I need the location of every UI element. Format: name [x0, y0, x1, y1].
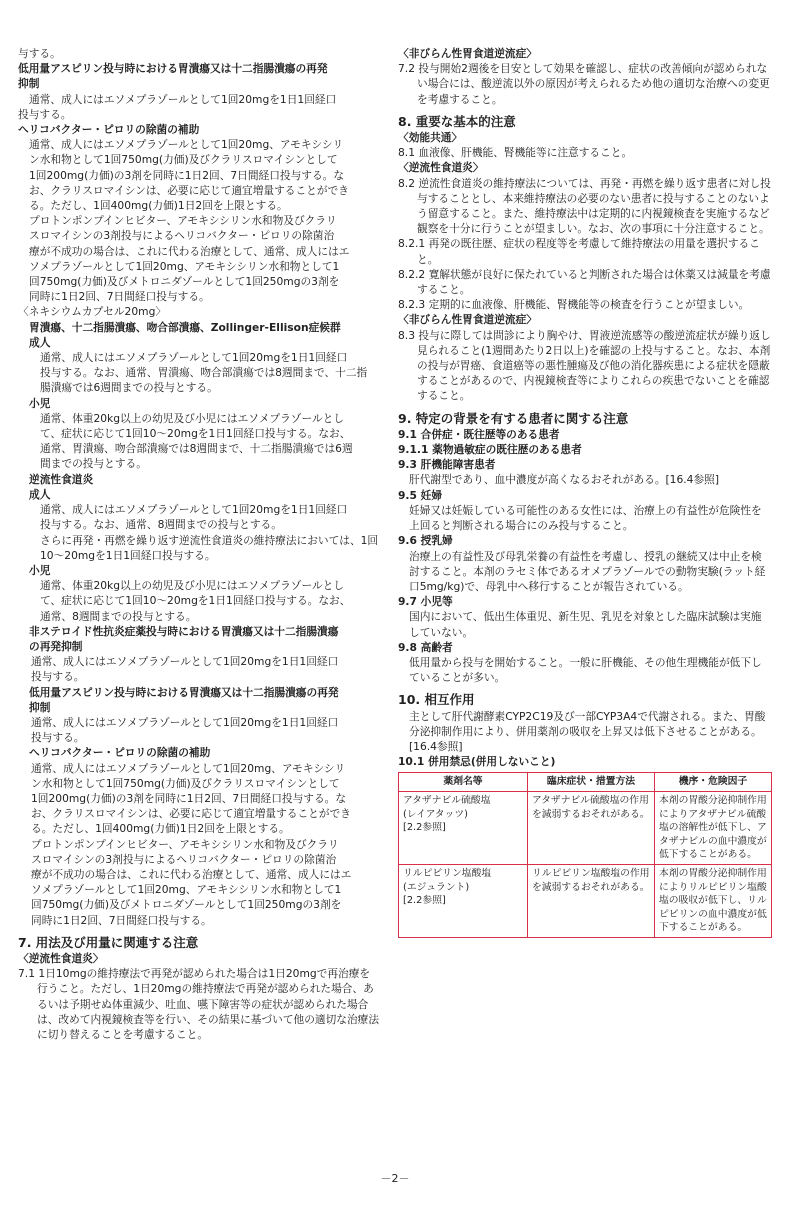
- numbered-item: 8.1 血液像、肝機能、腎機能等に注意すること。: [398, 146, 633, 160]
- subheading: 低用量アスピリン投与時における胃潰瘍又は十二指腸潰瘍の再発: [29, 685, 339, 699]
- body-text: 妊婦又は妊娠している可能性のある女性には、治療上の有益性が危険性を上回ると判断される場合にのみ投与すること。: [409, 503, 762, 533]
- subheading: 〈効能共通〉: [398, 131, 463, 145]
- right-column: [398, 46, 772, 938]
- subheading: 〈非びらん性胃食道逆流症〉: [398, 47, 537, 60]
- body-text: さらに再発・再燃を繰り返す逆流性食道炎の維持療法においては、1回10～20mgを1日1回経口投与する。: [40, 533, 379, 562]
- subheading: 9.3 肝機能障害患者: [398, 458, 496, 472]
- body-text: 同時に1日2回、7日間経口投与する。: [29, 290, 210, 304]
- body-text: る。ただし、1回400mg(力価)1日2回を上限とする。: [31, 822, 290, 836]
- body-text: る。ただし、1回400mg(力価)1日2回を上限とする。: [29, 199, 288, 213]
- body-text: 腸潰瘍では6週間までの投与とする。: [40, 381, 218, 395]
- body-text: 〈ネキシウムカプセル20mg〉: [18, 305, 167, 319]
- table-header: 臨床症状・措置方法: [528, 773, 655, 792]
- body-text: 国内において、低出生体重児、新生児、乳児を対象とした臨床試験は実施していない。: [409, 610, 762, 639]
- table-row: [399, 791, 772, 864]
- body-text: 通常、成人にはエソメプラゾールとして1回20mg、アモキシシリ: [29, 138, 344, 152]
- subheading: 〈非びらん性胃食道逆流症〉: [398, 313, 537, 327]
- body-text: 通常、成人にはエソメプラゾールとして1回20mgを1日1回経口: [29, 92, 337, 106]
- body-text: 低用量から投与を開始すること。一般に肝機能、その他生理機能が低下していることが多い。: [409, 655, 762, 685]
- body-text: ン水和物として1回750mg(力価)及びクラリスロマイシンとして: [29, 153, 338, 167]
- body-text: 主として肝代謝酵素CYP2C19及び一部CYP3A4で代謝される。また、胃酸分泌抑制作用により、併用薬剤の吸収を上昇又は低下させることがある。[16.4参照]: [409, 709, 766, 753]
- subheading: 〈逆流性食道炎〉: [398, 161, 484, 175]
- body-text: 治療上の有益性及び母乳栄養の有益性を考慮し、授乳の継続又は中止を検討すること。本剤のラセミ体であるオメプラゾールでの動物実験(ラット経口5mg/kg)で、母乳中へ移行することが報告されている。: [409, 549, 766, 593]
- body-text: 間までの投与とする。: [40, 457, 147, 471]
- left-column: [18, 46, 380, 1042]
- body-text: 投与する。: [18, 107, 72, 121]
- body-text: 療が不成功の場合は、これに代わる治療として、通常、成人にはエ: [29, 244, 350, 258]
- table-header: 薬剤名等: [399, 773, 528, 792]
- numbered-item: 8.2 逆流性食道炎の維持療法については、再発・再燃を繰り返す患者に対し投与することとし、本来維持療法の必要のない患者に投与することのないよう留意すること。また、維持療法中は定期的に内視鏡検査を実施するなど観察を十分に行うことが望ましい。なお、次の事項に十分注意すること。: [398, 176, 771, 236]
- body-text: 投与する。なお、通常、胃潰瘍、吻合部潰瘍では8週間まで、十二指: [40, 366, 368, 380]
- numbered-item: 8.2.1 再発の既往歴、症状の程度等を考慮して維持療法の用量を選択すること。: [398, 237, 760, 266]
- body-text: 通常、成人にはエソメプラゾールとして1回20mg、アモキシシリ: [31, 761, 346, 775]
- page-number: －2－: [380, 1172, 410, 1185]
- subheading: 非ステロイド性抗炎症薬投与時における胃潰瘍又は十二指腸潰瘍: [29, 624, 339, 638]
- body-text: 通常、体重20kg以上の幼児及び小児にはエソメプラゾールとし: [40, 411, 345, 425]
- subheading: 10.1 併用禁忌(併用しないこと): [398, 755, 556, 769]
- subheading: 9.7 小児等: [398, 595, 453, 609]
- body-text: 肝代謝型であり、血中濃度が高くなるおそれがある。[16.4参照]: [409, 473, 720, 487]
- contraindicated-combination-table: [398, 772, 772, 938]
- subheading: 9.6 授乳婦: [398, 534, 453, 548]
- body-text: 1回200mg(力価)の3剤を同時に1日2回、7日間経口投与する。な: [31, 791, 347, 805]
- body-text: て、症状に応じて1回10～20mgを1日1回経口投与する。なお、: [40, 594, 351, 608]
- table-cell: アタザナビル硫酸塩の作用を減弱するおそれがある。: [528, 791, 655, 864]
- body-text: 通常、胃潰瘍、吻合部潰瘍では8週間まで、十二指腸潰瘍では6週: [40, 442, 353, 456]
- table-cell: 本剤の胃酸分泌抑制作用によりリルピビリン塩酸塩の吸収が低下し、リルピビリンの血中濃度が低下することがある。: [655, 864, 772, 937]
- numbered-item: 8.2.2 寛解状態が良好に保たれていると判断された場合は休薬又は減量を考慮すること。: [398, 267, 771, 297]
- subheading: 小児: [29, 563, 51, 577]
- body-text: プロトンポンプインヒビター、アモキシシリン水和物及びクラリ: [31, 837, 339, 851]
- body-text: 1回200mg(力価)の3剤を同時に1日2回、7日間経口投与する。な: [29, 168, 345, 182]
- subheading: 低用量アスピリン投与時における胃潰瘍又は十二指腸潰瘍の再発: [18, 62, 328, 76]
- subheading: 抑制: [29, 700, 51, 714]
- table-cell: リルピビリン塩酸塩の作用を減弱するおそれがある。: [528, 864, 655, 937]
- body-text: 療が不成功の場合は、これに代わる治療として、通常、成人にはエ: [31, 867, 352, 881]
- body-text: て、症状に応じて1回10～20mgを1日1回経口投与する。なお、: [40, 427, 351, 441]
- subheading: 〈逆流性食道炎〉: [18, 951, 104, 965]
- section-heading: 9. 特定の背景を有する患者に関する注意: [398, 410, 629, 426]
- subheading: 胃潰瘍、十二指腸潰瘍、吻合部潰瘍、Zollinger-Ellison症候群: [29, 320, 341, 334]
- table-header: 機序・危険因子: [655, 773, 772, 792]
- section-heading: 8. 重要な基本的注意: [398, 113, 516, 129]
- subheading: 9.1 合併症・既往歴等のある患者: [398, 427, 560, 441]
- body-text: 回750mg(力価)及びメトロニダゾールとして1回250mgの3剤を: [29, 275, 340, 289]
- subheading: ヘリコバクター・ピロリの除菌の補助: [18, 123, 200, 137]
- body-text: プロトンポンプインヒビター、アモキシシリン水和物及びクラリ: [29, 214, 337, 228]
- body-text: 投与する。: [31, 731, 85, 745]
- table-cell: アタザナビル硫酸塩 (レイアタッツ) [2.2参照]: [399, 791, 528, 864]
- numbered-item: 8.2.3 定期的に血液像、肝機能、腎機能等の検査を行うことが望ましい。: [398, 298, 750, 312]
- subheading: 成人: [29, 487, 51, 501]
- subheading: 成人: [29, 335, 51, 349]
- body-text: 同時に1日2回、7日間経口投与する。: [31, 913, 212, 927]
- body-text: ン水和物として1回750mg(力価)及びクラリスロマイシンとして: [31, 776, 340, 790]
- subheading: 小児: [29, 396, 51, 410]
- body-text: ソメプラゾールとして1回20mg、アモキシシリン水和物として1: [31, 883, 342, 897]
- body-text: 通常、成人にはエソメプラゾールとして1回20mgを1日1回経口: [31, 715, 339, 729]
- body-text: 投与する。: [31, 670, 85, 684]
- body-text: お、クラリスロマイシンは、必要に応じて適宜増量することができ: [31, 807, 351, 821]
- subheading: の再発抑制: [29, 639, 83, 653]
- body-text: スロマイシンの3剤投与によるヘリコバクター・ピロリの除菌治: [29, 229, 335, 243]
- body-text: 通常、成人にはエソメプラゾールとして1回20mgを1日1回経口: [40, 351, 348, 365]
- body-text: 通常、体重20kg以上の幼児及び小児にはエソメプラゾールとし: [40, 579, 345, 593]
- body-text: 通常、8週間までの投与とする。: [40, 609, 197, 623]
- numbered-item: 7.2 投与開始2週後を目安として効果を確認し、症状の改善傾向が認められない場合には、酸逆流以外の原因が考えられるため他の適切な治療への変更を考慮すること。: [398, 62, 770, 106]
- subheading: 抑制: [18, 77, 40, 91]
- section-heading: 7. 用法及び用量に関連する注意: [18, 934, 199, 950]
- table-row: [399, 864, 772, 937]
- body-text: ソメプラゾールとして1回20mg、アモキシシリン水和物として1: [29, 259, 340, 273]
- subheading: ヘリコバクター・ピロリの除菌の補助: [29, 746, 211, 760]
- body-text: スロマイシンの3剤投与によるヘリコバクター・ピロリの除菌治: [31, 852, 337, 866]
- table-cell: リルピビリン塩酸塩 (エジュラント) [2.2参照]: [399, 864, 528, 937]
- body-text: 通常、成人にはエソメプラゾールとして1回20mgを1日1回経口: [40, 503, 348, 517]
- subheading: 9.1.1 薬物過敏症の既往歴のある患者: [398, 443, 582, 457]
- body-text: 与する。: [18, 47, 61, 60]
- subheading: 9.5 妊婦: [398, 488, 443, 502]
- body-text: 回750mg(力価)及びメトロニダゾールとして1回250mgの3剤を: [31, 898, 342, 912]
- body-text: 投与する。なお、通常、8週間までの投与とする。: [40, 518, 282, 532]
- numbered-item: 7.1 1日10mgの維持療法で再発が認められた場合は1日20mgで再治療を行うこと。ただし、1日20mgの維持療法で再発が認められた場合、あるいは予期せぬ体重減少、吐血、嚥下障害等の症状が認められた場合は、改めて内視鏡検査等を行い、その結果に基づいて他の適切な治療法に切り替えることを考慮すること。: [18, 967, 380, 1041]
- table-cell: 本剤の胃酸分泌抑制作用によりアタザナビル硫酸塩の溶解性が低下し、アタザナビルの血中濃度が低下することがある。: [655, 791, 772, 864]
- body-text: 通常、成人にはエソメプラゾールとして1回20mgを1日1回経口: [31, 655, 339, 669]
- subheading: 9.8 高齢者: [398, 640, 453, 654]
- body-text: お、クラリスロマイシンは、必要に応じて適宜増量することができ: [29, 183, 349, 197]
- section-heading: 10. 相互作用: [398, 692, 475, 708]
- numbered-item: 8.3 投与に際しては問診により胸やけ、胃液逆流感等の酸逆流症状が繰り返し見られること(1週間あたり2日以上)を確認の上投与すること。なお、本剤の投与が胃癌、食道癌等の悪性腫瘍及び他の消化器疾患による症状を隠蔽することがあるので、内視鏡検査等によりこれらの疾患でないことを確認すること。: [398, 328, 771, 403]
- subheading: 逆流性食道炎: [29, 472, 94, 486]
